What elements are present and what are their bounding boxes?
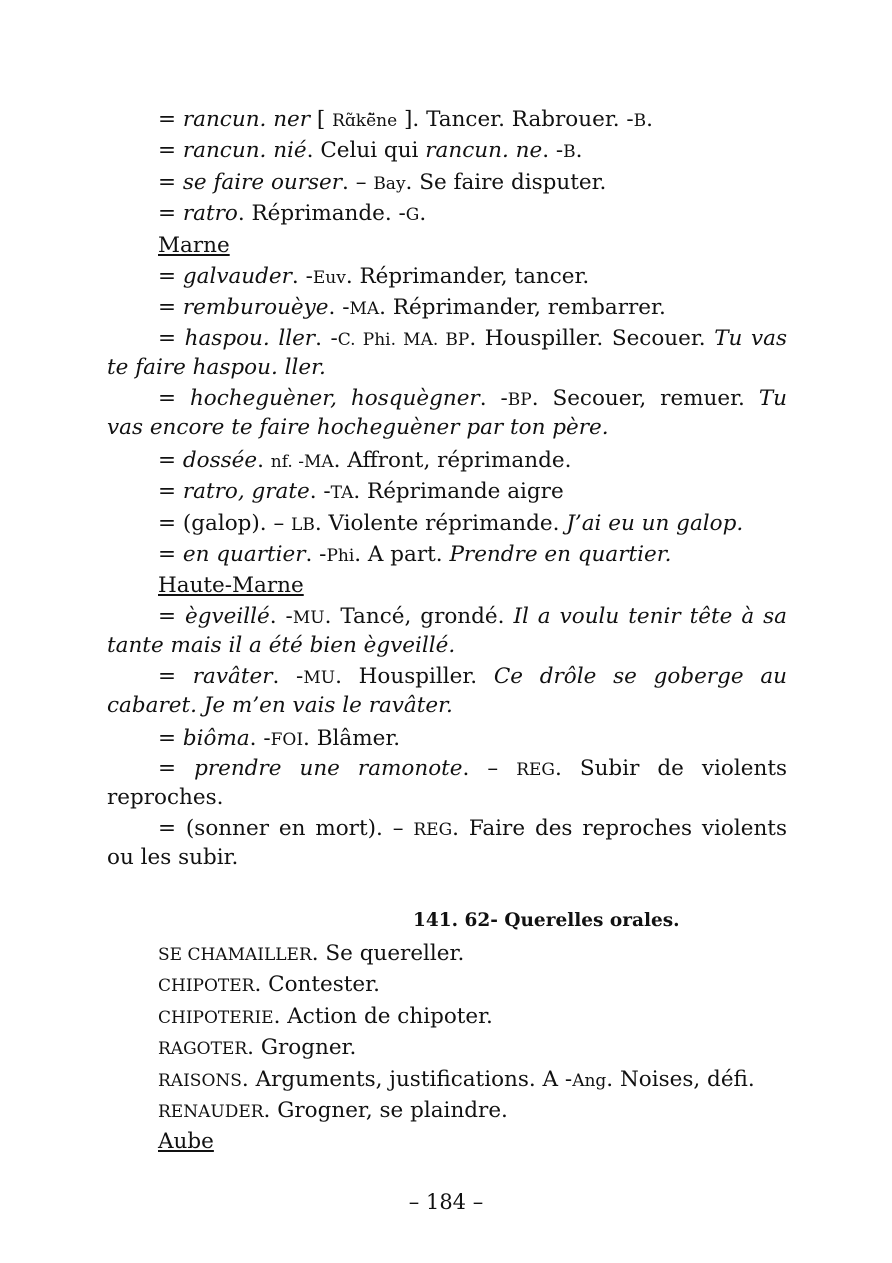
entry-definition: . Réprimander, rembarrer. (379, 295, 666, 321)
entry-definition: . Subir de violents reproches. (107, 756, 787, 811)
entry-term: = (galop). – (158, 510, 292, 536)
entry-definition: . Réprimander, tancer. (345, 263, 590, 289)
region-heading: Aube (158, 1129, 214, 1155)
source-abbrev: B (563, 142, 576, 163)
entry-text: . - (269, 603, 293, 629)
entry-term: en quartier (182, 541, 306, 567)
entry-definition: . Réprimande. - (237, 201, 406, 227)
grammar-and-source: nf. -MA (270, 451, 334, 472)
region-heading: Haute-Marne (158, 573, 304, 599)
entry-text: . - (291, 263, 313, 289)
entry-text: . - (272, 663, 304, 689)
section-entry (107, 1032, 787, 1063)
entry-term: rancun. nié (182, 138, 307, 164)
entry-term: = (sonner en mort). – (158, 816, 414, 842)
entry-term: biôma (182, 725, 250, 751)
source-abbrev: FOI (270, 729, 304, 750)
entry-prefix: = (158, 447, 183, 473)
entry-definition: . Grogner. (247, 1035, 357, 1061)
entry-example: Il a voulu tenir tête à sa tante mais il a été bien ègveillé. (107, 603, 787, 658)
entry-term: ratro, grate (182, 479, 310, 505)
entry-hochegueuer (107, 385, 787, 442)
section-entry (107, 938, 787, 969)
entry-text: . - (249, 725, 271, 751)
entry-term: ègveillé (185, 603, 270, 629)
entry-definition: . Faire des reproches violents ou les subir. (107, 816, 787, 871)
entry-text: . (575, 138, 583, 164)
region-heading-aube (107, 1126, 787, 1157)
entry-text: . (257, 447, 271, 473)
region-heading: Marne (158, 232, 230, 258)
entry-prefix: = (158, 263, 183, 289)
entry-definition: . Noises, défi. (606, 1066, 755, 1092)
entry-text: . (646, 107, 654, 132)
entry-definition: . Action de chipoter. (273, 1003, 493, 1029)
entry-term: se faire ourser (182, 169, 343, 195)
source-abbrev: MA (349, 299, 380, 320)
entry-prefix: = (158, 169, 183, 195)
entry-dossee (107, 445, 787, 476)
entry-definition: . Se faire disputer. (405, 169, 607, 195)
section-entry (107, 969, 787, 1000)
entry-definition: . A part. (354, 541, 450, 567)
entry-definition: . Arguments, justifications. A - (241, 1066, 573, 1092)
entry-text: . - (315, 325, 338, 351)
entry-prefix: = (158, 295, 183, 321)
entry-prefix: = (158, 663, 193, 689)
entry-egveille (107, 603, 787, 660)
region-heading-haute-marne (107, 570, 787, 601)
headword: SE CHAMAILLER (158, 945, 312, 966)
entry-term: rancun. ne (425, 138, 543, 164)
entry-rancunner (107, 104, 787, 135)
entry-term: hocheguèner, hosquègner (189, 385, 480, 411)
entry-prendre-une-ramonote (107, 755, 787, 812)
source-abbrev: G (405, 205, 420, 226)
headword: RAISONS (158, 1070, 242, 1091)
headword: CHIPOTER (158, 976, 255, 997)
entry-definition: . Se quereller. (311, 941, 465, 967)
entry-definition: . Grogner, se plaindre. (263, 1098, 508, 1124)
entry-definition: . Réprimande aigre (353, 479, 564, 505)
entry-example: J’ai eu un galop. (566, 510, 744, 536)
entry-definition: . Contester. (254, 972, 380, 998)
source-abbrev: Ang (572, 1070, 607, 1091)
entry-definition: ]. Tancer. Rabrouer. - (397, 107, 634, 132)
entry-example: Prendre en quartier. (449, 541, 672, 567)
entry-example: Tu vas encore te faire hocheguèner par ton père. (107, 385, 787, 440)
entry-prefix: = (158, 385, 190, 411)
headword: RENAUDER (158, 1102, 264, 1123)
entry-en-quartier (107, 539, 787, 570)
entry-prefix: = (158, 201, 183, 227)
entry-text: . - (542, 138, 564, 164)
section-title: 141. 62- Querelles orales. (413, 910, 680, 932)
entry-ravater (107, 663, 787, 720)
entry-text: . – (342, 169, 374, 195)
entry-prefix: = (158, 138, 183, 164)
entry-term: ravâter (192, 663, 273, 689)
source-abbrev: REG (413, 820, 453, 841)
entry-definition: . Tancé, grondé. (324, 603, 514, 629)
phonetic-transcription: Rɑ̃kẽ̈ne (332, 111, 398, 131)
entry-definition: . Secouer, remuer. (531, 385, 759, 411)
entry-definition: . Affront, réprimande. (333, 447, 572, 473)
entry-galvauder (107, 261, 787, 292)
region-heading-marne (107, 230, 787, 261)
entry-prefix: = (158, 756, 195, 782)
entry-definition: . Celui qui (306, 138, 426, 164)
entry-text: . - (309, 479, 331, 505)
entry-definition: . Blâmer. (303, 725, 401, 751)
entry-text: [ (310, 107, 333, 132)
source-abbrev: B (633, 111, 647, 131)
document-page (107, 104, 787, 1158)
entry-prefix: = (158, 603, 186, 629)
source-abbrev: TA (330, 483, 354, 504)
entry-text: . – (462, 756, 517, 782)
source-abbrev: MU (303, 667, 336, 688)
entry-sonner-en-mort (107, 815, 787, 872)
entry-ratro-grate (107, 476, 787, 507)
source-abbrev: BP (507, 389, 532, 410)
headword: RAGOTER (158, 1039, 248, 1060)
entry-term: rancun. ner (182, 107, 311, 132)
entry-ratro (107, 198, 787, 229)
entry-prefix: = (158, 325, 185, 351)
entry-text: . - (479, 385, 508, 411)
page-number: – 184 – (408, 1190, 484, 1214)
source-abbrev: REG (516, 760, 555, 781)
entry-text: . - (305, 541, 327, 567)
entry-term: remburouèye (182, 295, 329, 321)
section-entry (107, 1001, 787, 1032)
section-entry (107, 1095, 787, 1126)
entry-definition: . Houspiller. Secouer. (469, 325, 715, 351)
section-entry (107, 1064, 787, 1095)
source-abbrev: MU (292, 607, 325, 628)
entry-se-faire-ourser (107, 167, 787, 198)
entry-example: Ce drôle se goberge au cabaret. Je m’en vais le ravâter. (107, 663, 787, 718)
source-abbrev: Bay (373, 173, 406, 194)
entry-bioma (107, 723, 787, 754)
entry-prefix: = (158, 725, 183, 751)
entry-prefix: = (158, 107, 183, 132)
headword: CHIPOTERIE (158, 1007, 274, 1028)
entry-example: Tu vas te faire haspou. ller. (107, 325, 787, 380)
entry-term: dossée (182, 447, 258, 473)
entry-prefix: = (158, 541, 183, 567)
entry-galop (107, 508, 787, 539)
entry-definition: . Violente réprimande. (314, 510, 567, 536)
entry-rancunnie (107, 135, 787, 166)
source-abbrev: LB (291, 514, 315, 535)
entry-haspouller (107, 325, 787, 382)
entry-text: . (419, 201, 427, 227)
entry-term: ratro (182, 201, 238, 227)
source-abbrev: Phi (326, 545, 355, 566)
entry-prefix: = (158, 479, 183, 505)
entry-term: haspou. ller (184, 325, 316, 351)
entry-text: . - (328, 295, 350, 321)
entry-remburoueye (107, 292, 787, 323)
entry-definition: . Houspiller. (335, 663, 494, 689)
source-abbrev: Euv (312, 267, 346, 288)
source-abbrev: C. Phi. MA. BP (337, 329, 470, 350)
entry-term: galvauder (182, 263, 292, 289)
entry-term: prendre une ramonote (194, 756, 463, 782)
